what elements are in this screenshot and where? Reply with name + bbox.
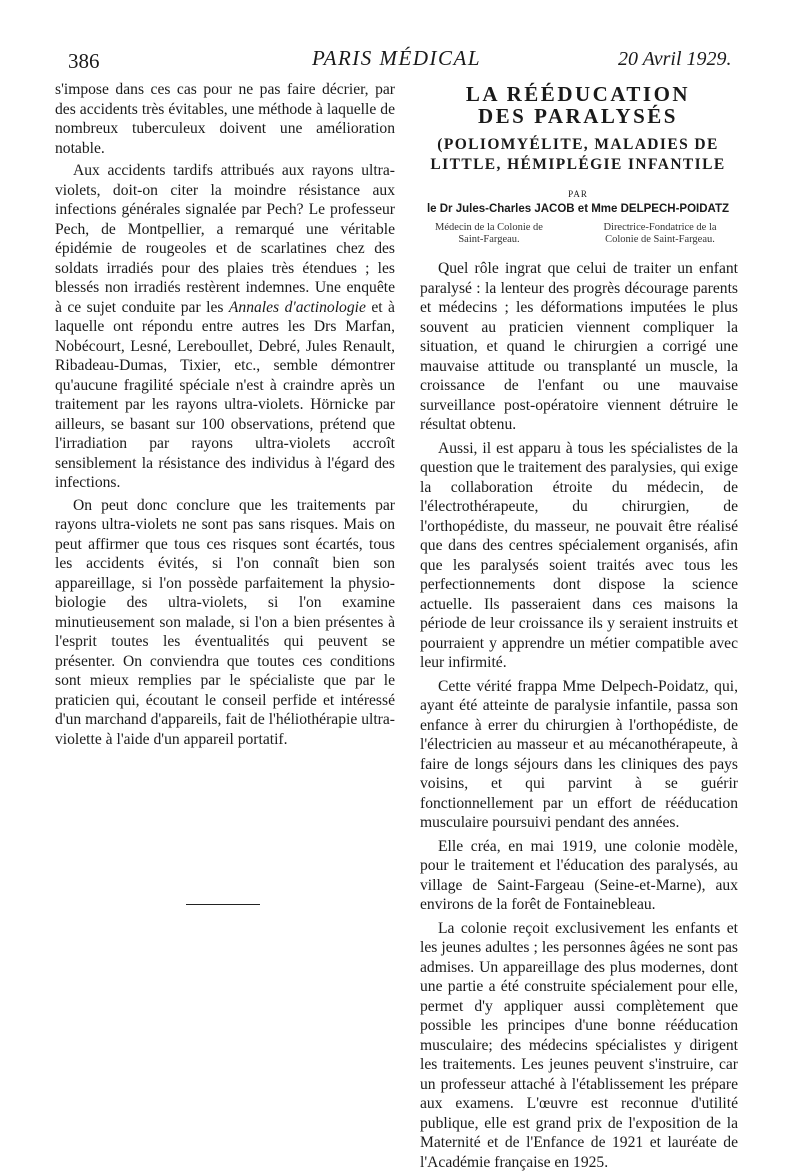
affiliation-left-line-1: Médecin de la Colonie de xyxy=(414,222,564,234)
left-paragraph-2-text-b: et à laquelle ont répondu entre autres les Drs Marfan, Nobécourt, Lesné, Lereboullet, Debré, Jules Renault, Ribadeau-Dumas, Tixier, etc., semble démontrer qu'aucune fragilité spéciale n'est à craindre après un traitement par les rayons ultra-violets. Hörnicke par ailleurs, se basant sur 100 observations, prétend que l'irradiation par rayons ultra-violets accroît sensiblement la résistance des individus à l'égard des infections. xyxy=(55,299,395,492)
right-paragraph-5: La colonie reçoit exclusivement les enfants et les jeunes adultes ; les personnes âgées ne sont pas admises. Un appareillage des plus modernes, dont une partie a été construite spécialement pour elle, permet d'y appliquer aussi complètement que possible les principes d'une bonne rééducation musculaire; des médecins spécialistes y dirigent les traitements. Les jeunes peuvent s'instruire, car un professeur attaché à l'établissement les prépare aux examens. L'œuvre est reconnue d'utilité publique, elle est grand prix de l'exposition de la Maternité et de l'Enfance de 1921 et lauréate de l'Académie française en 1925. xyxy=(420,919,738,1172)
article-subtitle-line-2: LITTLE, HÉMIPLÉGIE INFANTILE xyxy=(418,155,738,175)
left-paragraph-1: s'impose dans ces cas pour ne pas faire décrier, par des accidents très évitables, une méthode à laquelle de nombreux tuberculeux doivent une amélioration notable. xyxy=(55,80,395,158)
byline-authors: le Dr Jules-Charles JACOB et Mme DELPECH-POIDATZ xyxy=(408,203,748,215)
header-date: 20 Avril 1929. xyxy=(618,48,732,71)
article-title-line-1: LA RÉÉDUCATION xyxy=(418,83,738,105)
article-title xyxy=(418,83,738,127)
article-title-line-2: DES PARALYSÉS xyxy=(418,105,738,127)
running-title: PARIS MÉDICAL xyxy=(312,46,481,71)
affiliation-left-line-2: Saint-Fargeau. xyxy=(414,234,564,246)
affiliation-right xyxy=(585,222,735,246)
byline-par: PAR xyxy=(418,189,738,199)
left-paragraph-2 xyxy=(55,161,395,493)
left-column xyxy=(55,80,395,749)
section-end-rule xyxy=(186,904,260,905)
right-column xyxy=(420,259,738,1172)
journal-title-italic: Annales d'actinologie xyxy=(229,299,366,316)
affiliation-right-line-1: Directrice-Fondatrice de la xyxy=(585,222,735,234)
affiliation-left xyxy=(414,222,564,246)
page-number: 386 xyxy=(68,49,100,74)
article-subtitle-line-1: (POLIOMYÉLITE, MALADIES DE xyxy=(418,135,738,155)
right-paragraph-4: Elle créa, en mai 1919, une colonie modèle, pour le traitement et l'éducation des paralysés, au village de Saint-Fargeau (Seine-et-Marne), aux environs de la forêt de Fontainebleau. xyxy=(420,837,738,915)
right-paragraph-3: Cette vérité frappa Mme Delpech-Poidatz, qui, ayant été atteinte de paralysie infantile, passa son enfance à errer du chirurgien à l'orthopédiste, de l'électricien au masseur et au mécanothérapeute, à faire de longs séjours dans les cliniques des pays voisins, et qui parvint à se guérir fonctionnellement par un effort de rééducation musculaire poursuivi pendant des années. xyxy=(420,677,738,833)
left-paragraph-2-text-a: Aux accidents tardifs attribués aux rayons ultra-violets, doit-on citer la moindre résistance aux infections générales signalée par Pech? Le professeur Pech, de Montpellier, a remarqué une véritable épidémie de rougeoles et de scarlatines chez des soldats irradiés pour des plaies très étendues ; les blessés non irradiés restèrent indemnes. Une enquête à ce sujet conduite par les xyxy=(55,162,395,316)
left-paragraph-3: On peut donc conclure que les traitements par rayons ultra-violets ne sont pas sans risques. Mais on peut affirmer que tous ces risques sont écartés, tous les accidents évités, si l'on connaît bien son appareillage, si l'on possède parfaitement la physio-biologie des ultra-violets, si l'on examine minutieusement son malade, si l'on a bien présentes à l'esprit toutes les éventualités qui peuvent se présenter. On conviendra que toutes ces conditions sont mieux remplies par le spécialiste que par le praticien qui, écoutant le conseil perfide et intéressé d'un marchand d'appareils, fait de l'héliothérapie ultra-violette à l'aide d'un appareil portatif. xyxy=(55,496,395,750)
right-paragraph-2: Aussi, il est apparu à tous les spécialistes de la question que le traitement des paralysies, qui exige la collaboration étroite du médecin, de l'électrothérapeute, du chirurgien, de l'orthopédiste, du masseur, ne pouvait être réalisé que dans des centres spécialement organisés, afin que les paralysés soient traités avec tous les perfectionnements dont dispose la science actuelle. Ils passeraient dans ces maisons la période de leur croissance ils y seraient instruits et pourraient y apprendre un métier compatible avec leur infirmité. xyxy=(420,439,738,673)
affiliation-right-line-2: Colonie de Saint-Fargeau. xyxy=(585,234,735,246)
article-subtitle xyxy=(418,135,738,175)
right-paragraph-1: Quel rôle ingrat que celui de traiter un enfant paralysé : la lenteur des progrès décourage parents et médecins ; les déformations imputées le plus souvent au praticien viennent compliquer la situation, et quand le chirurgien a corrigé une mauvaise attitude ou transplanté un muscle, la croissance de l'enfant ou une mauvaise surveillance post-opératoire viennent détruire le résultat obtenu. xyxy=(420,259,738,435)
